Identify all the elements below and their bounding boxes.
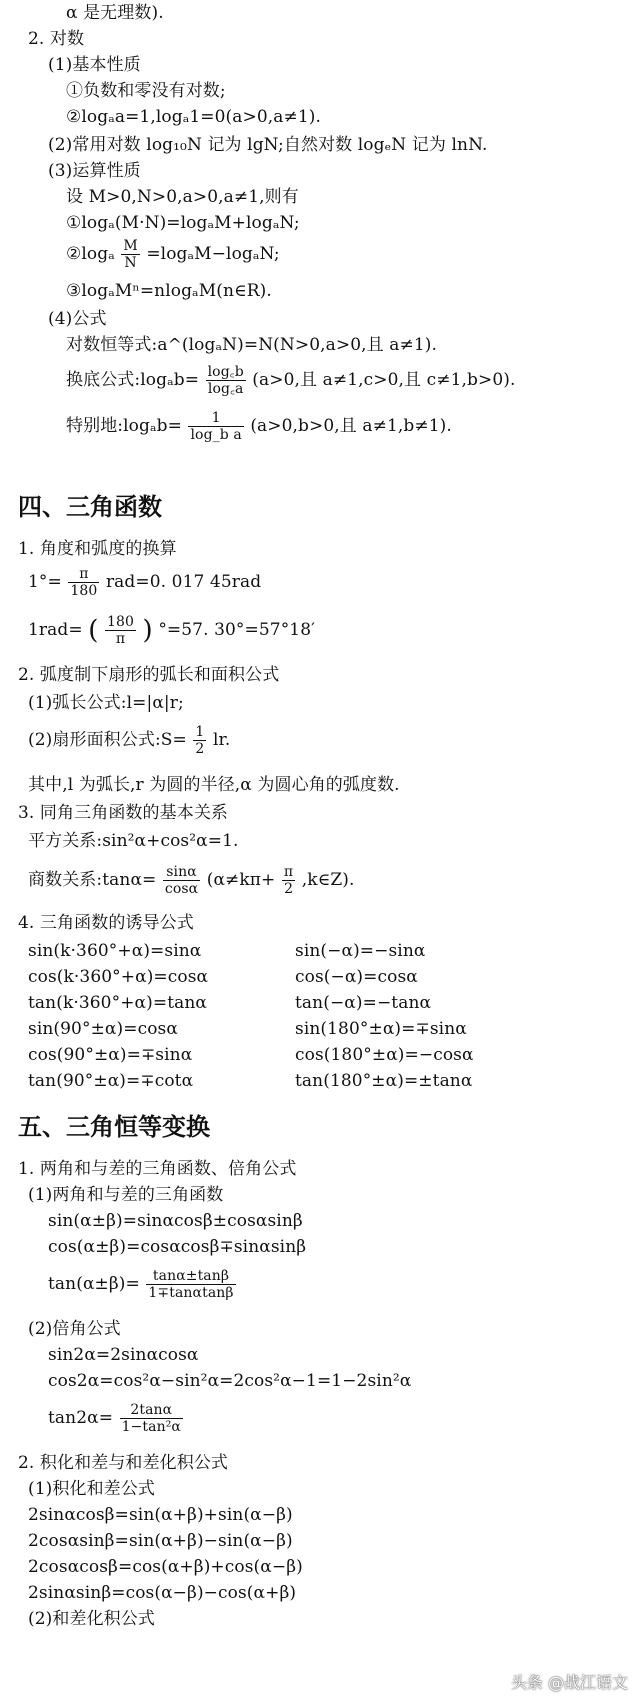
text-line: (4)公式 <box>48 309 107 329</box>
text-line: ①负数和零没有对数; <box>66 81 226 101</box>
formula-line: 2cosαsinβ=sin(α+β)−sin(α−β) <box>28 1531 293 1551</box>
formula-line: ①logₐ(M·N)=logₐM+logₐN; <box>66 213 300 233</box>
formula-line: cos(90°±α)=∓sinα <box>28 1045 193 1065</box>
subheading: 2. 弧度制下扇形的弧长和面积公式 <box>18 665 280 685</box>
formula-line: tan(90°±α)=∓cotα <box>28 1071 194 1091</box>
fraction: $\frac{\log꜀b}{\log꜀a}$ <box>207 364 244 397</box>
formula-line: 特别地:logₐb= $\frac{1}{\text{log\_b a}}$ (a>0,b>0,且 a≠1,b≠1). <box>66 410 452 443</box>
formula-line: ③logₐMⁿ=nlogₐM(n∈R). <box>66 281 272 301</box>
formula-line: sin(90°±α)=cosα <box>28 1019 178 1039</box>
formula-line: 2sinαcosβ=sin(α+β)+sin(α−β) <box>28 1505 293 1525</box>
formula-line: cos(180°±α)=−cosα <box>295 1045 474 1065</box>
formula-line: tan(180°±α)=±tanα <box>295 1071 473 1091</box>
section-heading: 五、三角恒等变换 <box>18 1113 210 1141</box>
text-line: (2)常用对数 log₁₀N 记为 lgN;自然对数 logₑN 记为 lnN. <box>48 135 488 155</box>
text-line: (2)倍角公式 <box>28 1319 121 1339</box>
formula-line: 换底公式:logₐb= $\frac{\log꜀b}{\log꜀a}$ (a>0,且 a≠1,c>0,且 c≠1,b>0). <box>66 364 516 397</box>
fraction: $\frac{1}{2}$ <box>195 724 205 757</box>
subheading: 1. 角度和弧度的换算 <box>18 539 177 559</box>
formula-line: 平方关系:sin²α+cos²α=1. <box>28 831 239 851</box>
watermark: 头条 @战江语文 <box>510 1673 628 1692</box>
formula-line: sin(α±β)=sinαcosβ±cosαsinβ <box>48 1211 303 1231</box>
text-line: (3)运算性质 <box>48 161 141 181</box>
subheading: 1. 两角和与差的三角函数、倍角公式 <box>18 1159 297 1179</box>
formula-line: (2)扇形面积公式:S= $\frac{1}{2}$ lr. <box>28 724 231 757</box>
subheading: 4. 三角函数的诱导公式 <box>18 913 194 933</box>
formula-line: 2sinαsinβ=cos(α−β)−cos(α+β) <box>28 1583 297 1603</box>
fraction: $\frac{\tan\alpha\pm\tan\beta}{1\mp\tan\alpha\tan\beta}$ <box>148 1268 234 1301</box>
formula-line: ②logₐa=1,logₐ1=0(a>0,a≠1). <box>66 107 322 127</box>
fraction: $\frac{\pi}{2}$ <box>283 864 294 897</box>
formula-line: 1°= $\frac{\pi}{180}$ rad=0. 017 45rad <box>28 566 262 599</box>
subheading: 2. 对数 <box>28 29 85 49</box>
formula-line: tan(−α)=−tanα <box>295 993 432 1013</box>
formula-line: cos(k·360°+α)=cosα <box>28 967 209 987</box>
formula-line: tan(k·360°+α)=tanα <box>28 993 207 1013</box>
formula-line: 商数关系:tanα= $\frac{\sin\alpha}{\cos\alpha}$ (α≠kπ+ $\frac{\pi}{2}$ ,k∈Z). <box>28 864 355 897</box>
subheading: 2. 积化和差与和差化积公式 <box>18 1453 229 1473</box>
fraction: $\frac{2\tan\alpha}{\text{1−tan²α}}$ <box>121 1402 181 1435</box>
formula-line: tan(α±β)= $\frac{\tan\alpha\pm\tan\beta}{1\mp\tan\alpha\tan\beta}$ <box>48 1268 234 1301</box>
text-line: α 是无理数). <box>66 3 164 23</box>
formula-line: sin(180°±α)=∓sinα <box>295 1019 467 1039</box>
subheading: 3. 同角三角函数的基本关系 <box>18 803 229 823</box>
fraction: $\frac{\sin\alpha}{\cos\alpha}$ <box>164 864 199 897</box>
formula-line: 1rad= ( $\frac{180}{\pi}$ ) °=57. 30°=57°18′ <box>28 614 316 647</box>
fraction: $\frac{\pi}{180}$ <box>70 566 98 599</box>
fraction: $\frac{M}{N}$ <box>123 238 138 271</box>
formula-line: cos(−α)=cosα <box>295 967 418 987</box>
formula-line: cos(α±β)=cosαcosβ∓sinαsinβ <box>48 1237 307 1257</box>
text-line: 设 M>0,N>0,a>0,a≠1,则有 <box>66 187 299 207</box>
formula-line: (1)弧长公式:l=|α|r; <box>28 693 184 713</box>
text-line: (1)积化和差公式 <box>28 1479 155 1499</box>
formula-line: 对数恒等式:a^(logₐN)=N(N>0,a>0,且 a≠1). <box>66 335 437 355</box>
formula-line: 2cosαcosβ=cos(α+β)+cos(α−β) <box>28 1557 303 1577</box>
formula-line: sin2α=2sinαcosα <box>48 1345 199 1365</box>
fraction: $\frac{180}{\pi}$ <box>107 614 135 647</box>
section-heading: 四、三角函数 <box>18 493 162 521</box>
text-line: (2)和差化积公式 <box>28 1609 155 1629</box>
formula-line: sin(k·360°+α)=sinα <box>28 941 202 961</box>
text-line: 其中,l 为弧长,r 为圆的半径,α 为圆心角的弧度数. <box>28 775 400 795</box>
text-line: (1)基本性质 <box>48 55 141 75</box>
fraction: $\frac{1}{\text{log\_b a}}$ <box>190 410 242 443</box>
formula-line: ②logₐ $\frac{M}{N}$ =logₐM−logₐN; <box>66 238 280 271</box>
formula-line: cos2α=cos²α−sin²α=2cos²α−1=1−2sin²α <box>48 1371 412 1391</box>
formula-line: sin(−α)=−sinα <box>295 941 426 961</box>
formula-line: tan2α= $\frac{2\tan\alpha}{\text{1−tan²α}}$ <box>48 1402 181 1435</box>
text-line: (1)两角和与差的三角函数 <box>28 1185 224 1205</box>
